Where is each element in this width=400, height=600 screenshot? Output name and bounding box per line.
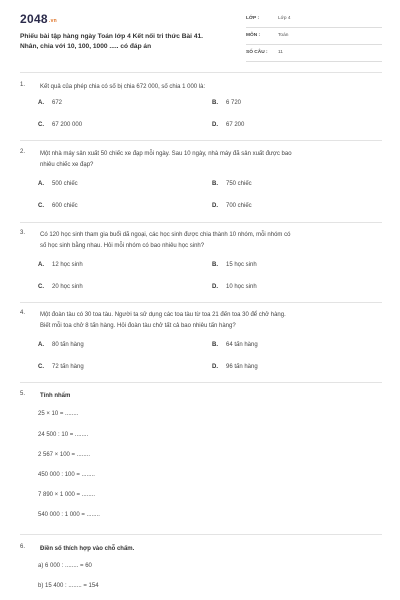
calc-item: 450 000 : 100 = ........	[38, 472, 95, 478]
fill-item: a) 6 000 : ........ = 60	[38, 563, 92, 569]
question-divider	[20, 302, 382, 303]
question-text: Một đoàn tàu có 30 toa tàu. Người ta sử dụng các toa tàu từ toa 21 đến toa 30 để chở hàng. Biết mỗi toa chở 8 tấn hàng. Hỏi đoàn tàu chở tất cả bao nhiêu tấn hàng?	[40, 312, 286, 329]
calc-item: 540 000 : 1 000 = ........	[38, 512, 100, 518]
question-text: Có 120 học sinh tham gia buổi dã ngoại, các học sinh được chia thành 10 nhóm, mỗi nhóm có số học sinh bằng nhau. Hỏi mỗi nhóm có bao nhiêu học sinh?	[40, 232, 291, 249]
option-b[interactable]: B. 15 học sinh	[212, 262, 257, 268]
option-b[interactable]: B. 6 720	[212, 100, 242, 106]
site-logo[interactable]: 2048.vn	[20, 12, 58, 26]
meta-subject: MÔN : Toán	[246, 31, 382, 45]
option-a[interactable]: A. 80 tấn hàng	[38, 342, 84, 348]
question-title: Điền số thích hợp vào chỗ chấm.	[40, 546, 135, 552]
meta-question-count: SỐ CÂU : 11	[246, 48, 382, 62]
option-a[interactable]: A. 12 học sinh	[38, 262, 83, 268]
calc-item: 24 500 : 10 = ........	[38, 432, 89, 438]
header-divider	[20, 72, 382, 73]
question-divider	[20, 534, 382, 535]
option-a[interactable]: A. 500 chiếc	[38, 181, 78, 187]
question-divider	[20, 382, 382, 383]
option-d[interactable]: D. 10 học sinh	[212, 284, 257, 290]
question-divider	[20, 140, 382, 141]
option-c[interactable]: C. 20 học sinh	[38, 284, 83, 290]
worksheet-header	[20, 12, 382, 62]
calc-item: 2 567 × 100 = ........	[38, 452, 91, 458]
question-text: Một nhà máy sản xuất 50 chiếc xe đạp mỗi ngày. Sau 10 ngày, nhà máy đã sản xuất được bao nhiêu chiếc xe đạp?	[40, 151, 292, 168]
question-divider	[20, 222, 382, 223]
option-c[interactable]: C. 600 chiếc	[38, 203, 78, 209]
option-d[interactable]: D. 67 200	[212, 122, 245, 128]
option-d[interactable]: D. 96 tấn hàng	[212, 364, 258, 370]
option-d[interactable]: D. 700 chiếc	[212, 203, 252, 209]
option-c[interactable]: C. 67 200 000	[38, 122, 83, 128]
calc-item: 25 × 10 = ........	[38, 411, 79, 417]
worksheet-page: 2048.vn Phiếu bài tập hàng ngày Toán lớp 4 Kết nối tri thức Bài 41. Nhân, chia với 10, 100, 1000 ..... có đáp án LỚP : Lớp 4 MÔN : Toán SỐ CÂU : 11 1. Kết quả của phép chia có số bị chia 672 000, số chia 1 000 là: A. 672 B. 6 720 C. 67 200 000 D. 67 200 2. Một nhà máy sản xuất 50 chiếc xe đạp mỗi ngày. Sau 10 ngày, nhà máy đã sản xuất được bao nhiêu chiếc xe đạp? A. 500 chiếc B. 750 chiếc C. 600 chiếc D. 700 chiếc 3. Có 120 học sinh tham gia buổi dã ngoại, các học sinh được chia thành 10 nhóm, mỗi nhóm có số học sinh bằng nhau. Hỏi mỗi nhóm có bao nhiêu học sinh? A. 12 học sinh B. 15 học sinh C. 20 học sinh D. 10 học sinh 4. Một đoàn tàu có 30 toa tàu. Người ta sử dụng các toa tàu từ toa 21 đến toa 30 để chở hàng. Biết mỗi toa chở 8 tấn hàng. Hỏi đoàn tàu chở tất cả bao nhiêu tấn hàng? A. 80 tấn hàng B. 64 tấn hàng C. 72 tấn hàng D. 96 tấn hàng 5. Tính nhẩm 25 × 10 = ........ 24 500 : 10 = ........ 2 567 × 100 = ........ 450 000 : 100 = ........ 7 890 × 1 000 = ........ 540 000 : 1 000 = ........ 6. Điền số thích hợp vào chỗ chấm. a) 6 000 : ........ = 60 b) 15 400 : ........ = 154	[0, 0, 400, 600]
document-title: Phiếu bài tập hàng ngày Toán lớp 4 Kết nối tri thức Bài 41. Nhân, chia với 10, 100, 1000 ..... có đáp án	[20, 33, 203, 50]
option-c[interactable]: C. 72 tấn hàng	[38, 364, 84, 370]
worksheet-meta	[246, 14, 382, 65]
meta-class: LỚP : Lớp 4	[246, 14, 382, 28]
fill-item: b) 15 400 : ........ = 154	[38, 583, 99, 589]
question-text: Kết quả của phép chia có số bị chia 672 000, số chia 1 000 là:	[40, 84, 206, 90]
option-b[interactable]: B. 64 tấn hàng	[212, 342, 258, 348]
question-title: Tính nhẩm	[40, 393, 71, 399]
option-b[interactable]: B. 750 chiếc	[212, 181, 252, 187]
calc-item: 7 890 × 1 000 = ........	[38, 492, 96, 498]
option-a[interactable]: A. 672	[38, 100, 63, 106]
